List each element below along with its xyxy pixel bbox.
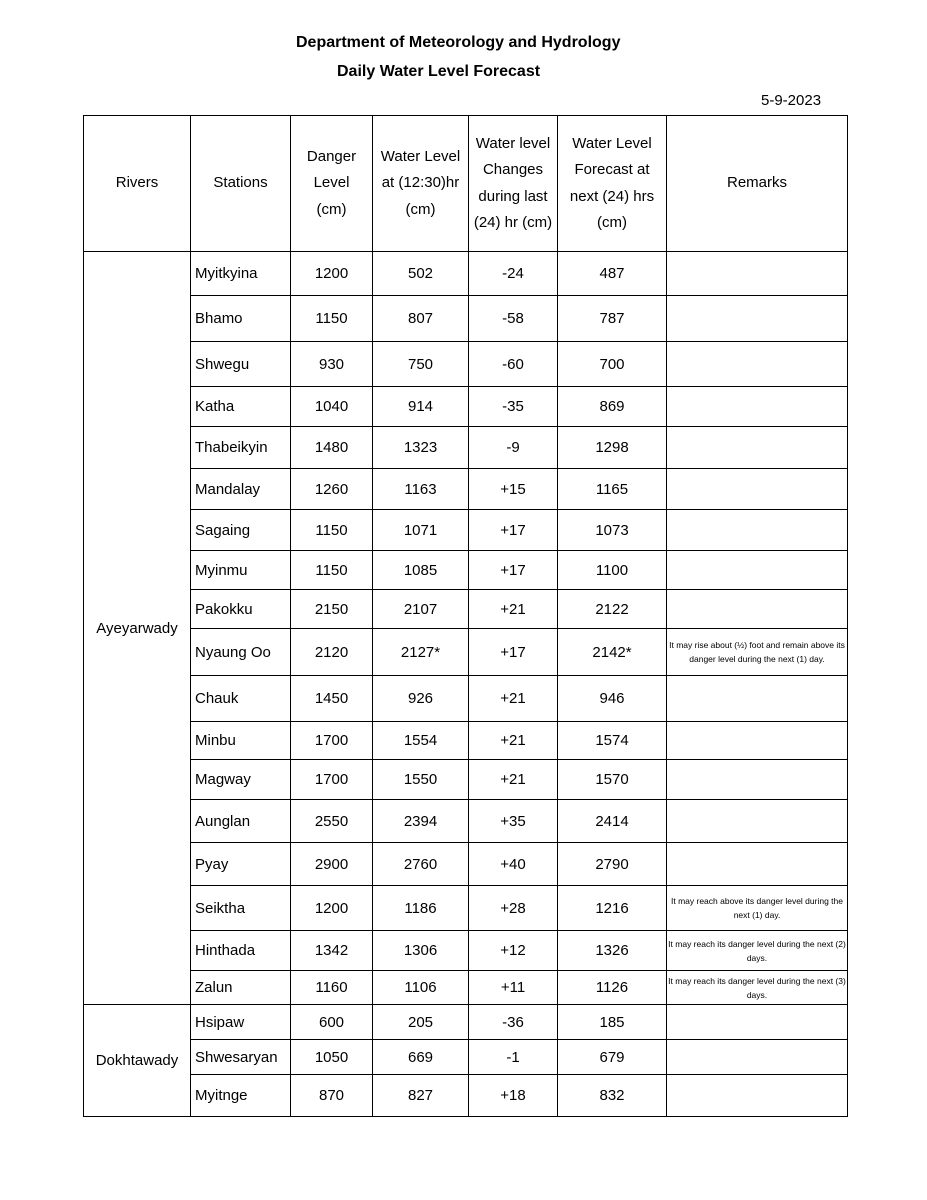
station-cell: Bhamo <box>191 296 291 342</box>
water-level-cell: 827 <box>373 1075 469 1117</box>
danger-level-cell: 1700 <box>291 722 373 760</box>
table-row <box>84 931 848 971</box>
table-row <box>84 387 848 427</box>
water-level-cell: 1306 <box>373 931 469 971</box>
water-level-cell: 669 <box>373 1040 469 1075</box>
table-row <box>84 1040 848 1075</box>
station-cell: Sagaing <box>191 510 291 551</box>
danger-level-cell: 1480 <box>291 427 373 469</box>
remarks-cell <box>667 590 848 629</box>
danger-level-cell: 2120 <box>291 629 373 676</box>
forecast-cell: 185 <box>558 1005 667 1040</box>
table-row <box>84 296 848 342</box>
water-level-change-cell: +28 <box>469 886 558 931</box>
forecast-cell: 1165 <box>558 469 667 510</box>
water-level-change-cell: -60 <box>469 342 558 387</box>
forecast-cell: 869 <box>558 387 667 427</box>
remarks-cell <box>667 427 848 469</box>
water-level-change-cell: +21 <box>469 676 558 722</box>
table-row <box>84 1075 848 1117</box>
water-level-cell: 1163 <box>373 469 469 510</box>
remarks-cell <box>667 760 848 800</box>
report-date: 5-9-2023 <box>761 92 822 109</box>
river-name-cell: Dokhtawady <box>84 1005 191 1117</box>
water-level-cell: 926 <box>373 676 469 722</box>
water-level-cell: 502 <box>373 252 469 296</box>
table-row <box>84 1005 848 1040</box>
table-row <box>84 971 848 1005</box>
table-row <box>84 551 848 590</box>
remarks-cell <box>667 510 848 551</box>
station-cell: Shwegu <box>191 342 291 387</box>
table-row <box>84 342 848 387</box>
forecast-cell: 1574 <box>558 722 667 760</box>
station-cell: Thabeikyin <box>191 427 291 469</box>
table-row <box>84 252 848 296</box>
water-level-cell: 2107 <box>373 590 469 629</box>
table-row <box>84 590 848 629</box>
remarks-cell <box>667 722 848 760</box>
station-cell: Mandalay <box>191 469 291 510</box>
water-level-change-cell: -9 <box>469 427 558 469</box>
remarks-cell <box>667 252 848 296</box>
danger-level-cell: 1200 <box>291 252 373 296</box>
station-cell: Nyaung Oo <box>191 629 291 676</box>
remarks-cell <box>667 296 848 342</box>
water-level-change-cell: +21 <box>469 722 558 760</box>
water-level-cell: 1071 <box>373 510 469 551</box>
danger-level-cell: 1450 <box>291 676 373 722</box>
water-level-cell: 1554 <box>373 722 469 760</box>
forecast-cell: 1216 <box>558 886 667 931</box>
page-subtitle: Daily Water Level Forecast <box>337 63 541 80</box>
remarks-cell <box>667 843 848 886</box>
forecast-cell: 2790 <box>558 843 667 886</box>
water-level-change-cell: +11 <box>469 971 558 1005</box>
danger-level-cell: 1150 <box>291 510 373 551</box>
water-level-change-cell: +17 <box>469 551 558 590</box>
table-body <box>84 252 848 1117</box>
forecast-cell: 1326 <box>558 931 667 971</box>
table-row <box>84 676 848 722</box>
danger-level-cell: 1200 <box>291 886 373 931</box>
station-cell: Hinthada <box>191 931 291 971</box>
forecast-cell: 1570 <box>558 760 667 800</box>
water-level-cell: 807 <box>373 296 469 342</box>
water-level-change-cell: +17 <box>469 510 558 551</box>
station-cell: Magway <box>191 760 291 800</box>
danger-level-cell: 2550 <box>291 800 373 843</box>
remarks-cell <box>667 676 848 722</box>
table-header <box>84 116 848 252</box>
remarks-cell <box>667 342 848 387</box>
station-cell: Hsipaw <box>191 1005 291 1040</box>
danger-level-cell: 2900 <box>291 843 373 886</box>
column-header-stations: Stations <box>191 116 291 252</box>
table-row <box>84 800 848 843</box>
river-name-cell: Ayeyarwady <box>84 252 191 1005</box>
table-row <box>84 427 848 469</box>
water-level-cell: 1085 <box>373 551 469 590</box>
table-row <box>84 843 848 886</box>
water-level-change-cell: -58 <box>469 296 558 342</box>
station-cell: Katha <box>191 387 291 427</box>
station-cell: Chauk <box>191 676 291 722</box>
column-header-water-level-changes: Water level Changes during last (24) hr (cm) <box>469 116 558 252</box>
remarks-cell: It may reach its danger level during the next (2) days. <box>667 931 848 971</box>
forecast-cell: 1298 <box>558 427 667 469</box>
danger-level-cell: 1342 <box>291 931 373 971</box>
station-cell: Pyay <box>191 843 291 886</box>
danger-level-cell: 1040 <box>291 387 373 427</box>
page-title: Department of Meteorology and Hydrology <box>296 34 621 51</box>
remarks-cell: It may rise about (½) foot and remain above its danger level during the next (1) day. <box>667 629 848 676</box>
remarks-cell <box>667 1040 848 1075</box>
column-header-forecast: Water Level Forecast at next (24) hrs (cm) <box>558 116 667 252</box>
water-level-change-cell: +40 <box>469 843 558 886</box>
danger-level-cell: 1150 <box>291 551 373 590</box>
station-cell: Aunglan <box>191 800 291 843</box>
danger-level-cell: 870 <box>291 1075 373 1117</box>
water-level-cell: 2760 <box>373 843 469 886</box>
water-level-change-cell: +21 <box>469 760 558 800</box>
station-cell: Pakokku <box>191 590 291 629</box>
station-cell: Shwesaryan <box>191 1040 291 1075</box>
table-row <box>84 722 848 760</box>
water-level-change-cell: +17 <box>469 629 558 676</box>
danger-level-cell: 600 <box>291 1005 373 1040</box>
water-level-change-cell: -1 <box>469 1040 558 1075</box>
column-header-danger-level: Danger Level (cm) <box>291 116 373 252</box>
remarks-cell <box>667 469 848 510</box>
water-level-cell: 914 <box>373 387 469 427</box>
header-row <box>84 116 848 252</box>
table-row <box>84 629 848 676</box>
water-level-cell: 205 <box>373 1005 469 1040</box>
remarks-cell <box>667 1005 848 1040</box>
forecast-cell: 2142* <box>558 629 667 676</box>
water-level-change-cell: -24 <box>469 252 558 296</box>
water-level-change-cell: +21 <box>469 590 558 629</box>
forecast-cell: 700 <box>558 342 667 387</box>
remarks-cell <box>667 387 848 427</box>
water-level-cell: 2394 <box>373 800 469 843</box>
water-level-cell: 1323 <box>373 427 469 469</box>
table-row <box>84 760 848 800</box>
water-level-change-cell: +35 <box>469 800 558 843</box>
remarks-cell <box>667 551 848 590</box>
station-cell: Myitnge <box>191 1075 291 1117</box>
water-level-change-cell: +18 <box>469 1075 558 1117</box>
water-level-change-cell: -36 <box>469 1005 558 1040</box>
remarks-cell <box>667 1075 848 1117</box>
forecast-table <box>83 115 848 1117</box>
remarks-cell: It may reach its danger level during the next (3) days. <box>667 971 848 1005</box>
water-level-change-cell: +12 <box>469 931 558 971</box>
remarks-cell <box>667 800 848 843</box>
danger-level-cell: 1150 <box>291 296 373 342</box>
water-level-cell: 1186 <box>373 886 469 931</box>
forecast-cell: 679 <box>558 1040 667 1075</box>
station-cell: Myitkyina <box>191 252 291 296</box>
forecast-cell: 832 <box>558 1075 667 1117</box>
forecast-cell: 2414 <box>558 800 667 843</box>
water-level-change-cell: +15 <box>469 469 558 510</box>
table-row <box>84 510 848 551</box>
column-header-water-level: Water Level at (12:30)hr (cm) <box>373 116 469 252</box>
forecast-cell: 946 <box>558 676 667 722</box>
table-row <box>84 469 848 510</box>
water-level-change-cell: -35 <box>469 387 558 427</box>
column-header-rivers: Rivers <box>84 116 191 252</box>
forecast-cell: 1126 <box>558 971 667 1005</box>
remarks-cell: It may reach above its danger level during the next (1) day. <box>667 886 848 931</box>
forecast-cell: 1100 <box>558 551 667 590</box>
station-cell: Zalun <box>191 971 291 1005</box>
water-level-cell: 750 <box>373 342 469 387</box>
water-level-cell: 2127* <box>373 629 469 676</box>
danger-level-cell: 1160 <box>291 971 373 1005</box>
forecast-cell: 487 <box>558 252 667 296</box>
danger-level-cell: 2150 <box>291 590 373 629</box>
station-cell: Myinmu <box>191 551 291 590</box>
danger-level-cell: 1260 <box>291 469 373 510</box>
column-header-remarks: Remarks <box>667 116 848 252</box>
table-row <box>84 886 848 931</box>
station-cell: Seiktha <box>191 886 291 931</box>
danger-level-cell: 1050 <box>291 1040 373 1075</box>
station-cell: Minbu <box>191 722 291 760</box>
danger-level-cell: 1700 <box>291 760 373 800</box>
forecast-cell: 2122 <box>558 590 667 629</box>
forecast-cell: 1073 <box>558 510 667 551</box>
water-level-cell: 1106 <box>373 971 469 1005</box>
danger-level-cell: 930 <box>291 342 373 387</box>
forecast-cell: 787 <box>558 296 667 342</box>
water-level-cell: 1550 <box>373 760 469 800</box>
